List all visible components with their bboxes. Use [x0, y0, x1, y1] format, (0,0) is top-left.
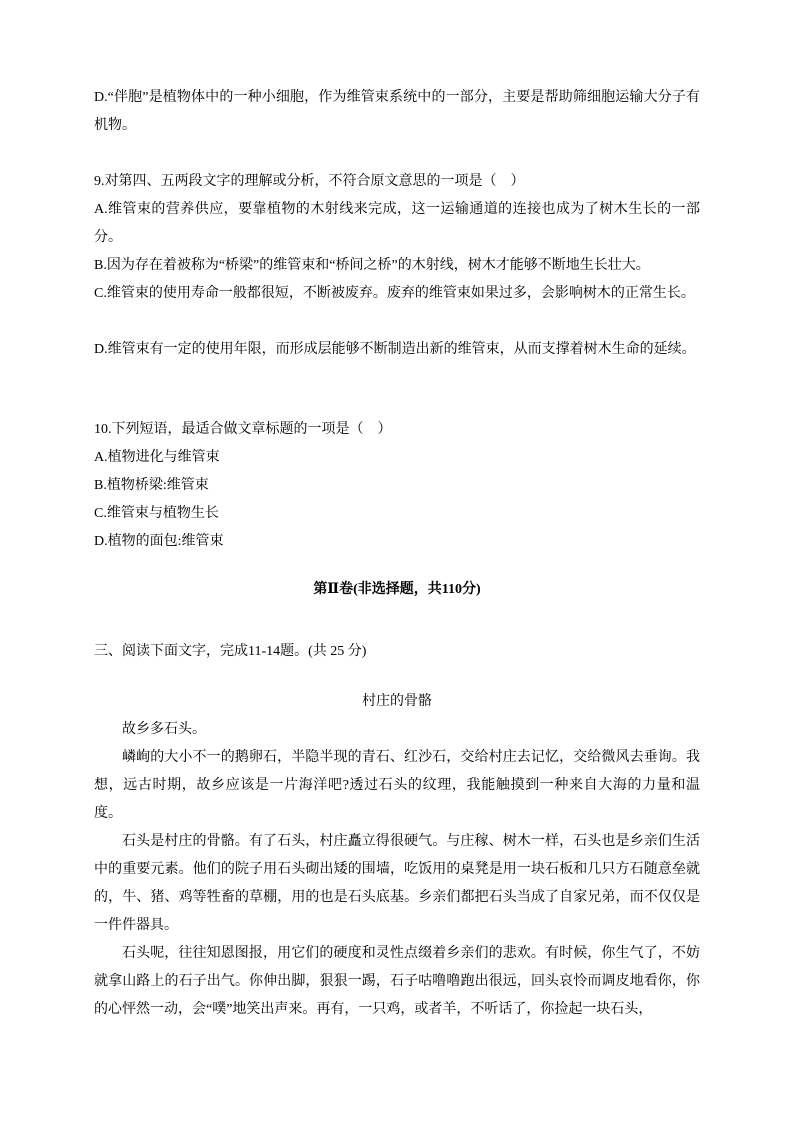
section-2-heading: 第Ⅱ卷(非选择题，共110分): [313, 582, 481, 597]
question-10-option-a: A.植物进化与维管束: [94, 450, 220, 465]
question-10-option-b: B.植物桥梁:维管束: [94, 478, 209, 493]
essay-paragraph-3: 石头是村庄的骨骼。有了石头，村庄矗立得很硬气。与庄稼、树木一样，石头也是乡亲们生活中的重要元素。他们的院子用石头砌出矮的围墙，吃饭用的桌凳是用一块石板和几只方石随意垒就的，牛、猪、鸡等牲畜的草棚，用的也是石头底基。乡亲们都把石头当成了自家兄弟，而不仅仅是一件件器具。: [94, 834, 700, 933]
question-9-stem: 9.对第四、五两段文字的理解或分析，不符合原文意思的一项是（ ）: [94, 174, 525, 189]
essay-paragraph-2: 嶙峋的大小不一的鹅卵石，半隐半现的青石、红沙石，交给村庄去记忆，交给微风去垂询。我想，远古时期，故乡应该是一片海洋吧?透过石头的纹理，我能触摸到一种来自大海的力量和温度。: [94, 750, 700, 821]
prev-question-option-d: D.“伴胞”是植物体中的一种小细胞，作为维管束系统中的一部分，主要是帮助筛细胞运输大分子有机物。: [94, 90, 700, 133]
question-10-option-d: D.植物的面包:维管束: [94, 534, 224, 549]
essay-paragraph-4: 石头呢，往往知恩图报，用它们的硬度和灵性点缀着乡亲们的悲欢。有时候，你生气了，不妨就拿山路上的石子出气。你伸出脚，狠狠一踢，石子咕噜噜跑出很远，回头哀怜而调皮地看你，你的心怦然一动，会“噗”地笑出声来。再有，一只鸡，或者羊，不听话了，你捡起一块石头，: [94, 946, 700, 1017]
question-9-option-c: C.维管束的使用寿命一般都很短，不断被废弃。废弃的维管束如果过多，会影响树木的正常生长。: [94, 286, 695, 301]
question-9-option-a: A.维管束的营养供应，要靠植物的木射线来完成，这一运输通道的连接也成为了树木生长的一部分。: [94, 202, 700, 245]
question-9-option-d: D.维管束有一定的使用年限，而形成层能够不断制造出新的维管束，从而支撑着树木生命的延续。: [94, 342, 696, 357]
question-9-option-b: B.因为存在着被称为“桥梁”的维管束和“桥间之桥”的木射线，树木才能够不断地生长壮大。: [94, 258, 650, 273]
question-10-option-c: C.维管束与植物生长: [94, 506, 219, 521]
question-10-stem: 10.下列短语，最适合做文章标题的一项是（ ）: [94, 422, 392, 437]
essay-paragraph-1: 故乡多石头。: [122, 722, 206, 737]
section-3-intro: 三、阅读下面文字，完成11-14题。(共 25 分): [94, 644, 367, 659]
essay-title: 村庄的骨骼: [362, 694, 432, 709]
